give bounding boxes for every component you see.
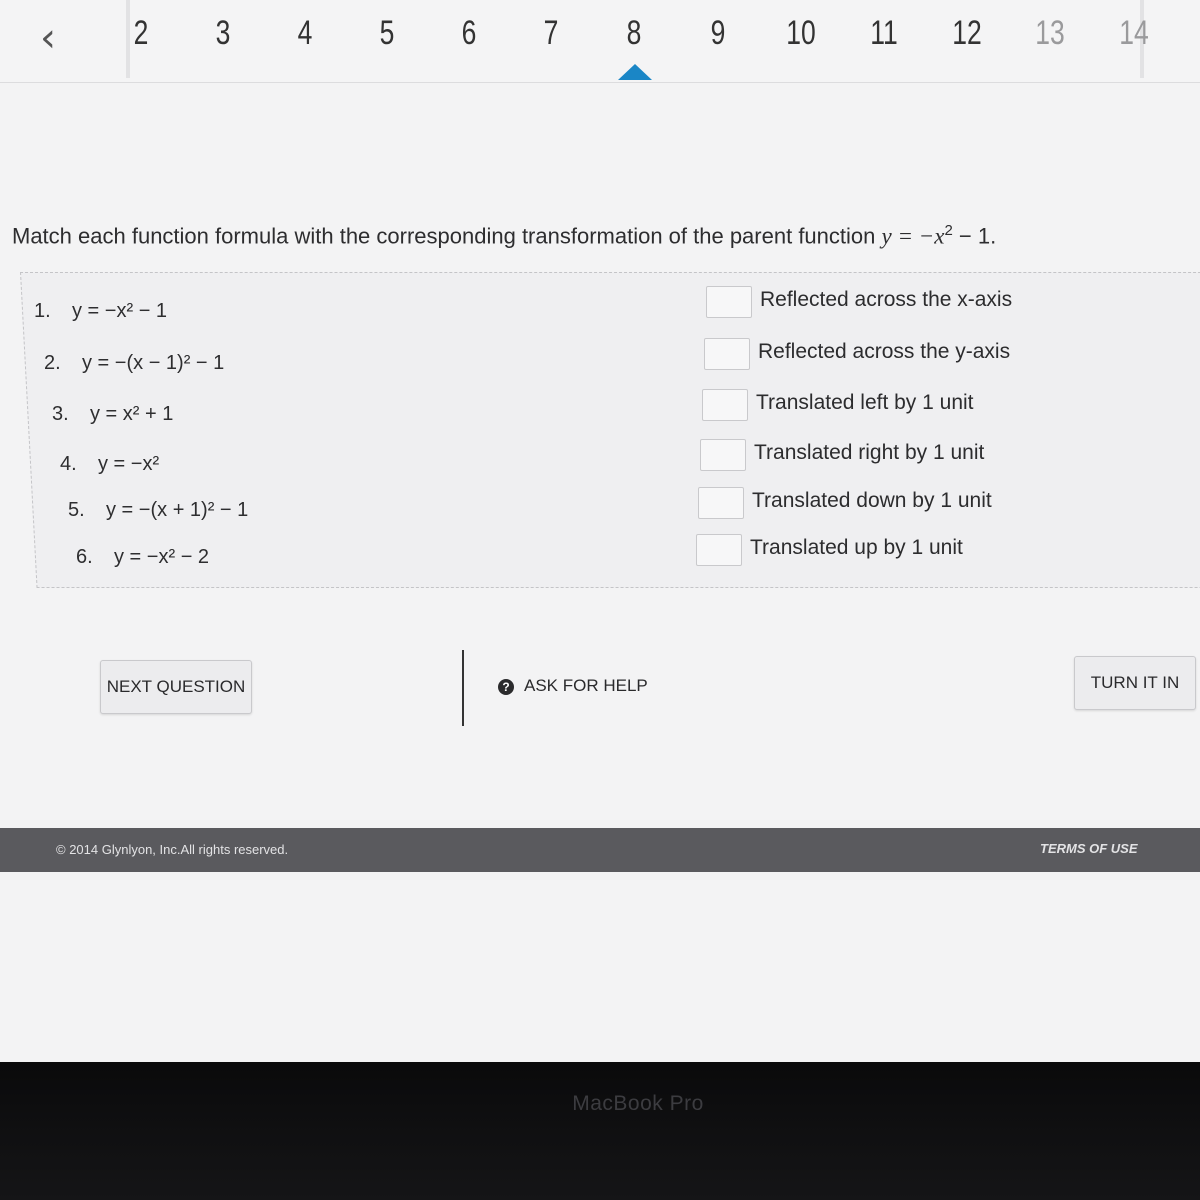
answer-drop-box[interactable] (702, 389, 748, 421)
page-2-link[interactable]: 2 (133, 14, 149, 52)
formula-item-4 (60, 453, 159, 476)
terms-of-use-link[interactable]: TERMS OF USE (1040, 841, 1138, 856)
page-10-link[interactable]: 10 (786, 14, 816, 52)
formula-item-2 (44, 352, 224, 375)
answer-label: Reflected across the x-axis (760, 288, 1013, 311)
formula-number: 6. (76, 546, 93, 568)
formula-item-6 (76, 546, 209, 569)
formula-item-5 (68, 499, 248, 522)
answer-drop-box[interactable] (698, 487, 744, 519)
answer-label: Translated down by 1 unit (752, 489, 992, 512)
formula-number: 5. (68, 499, 85, 521)
prompt-suffix: − 1. (952, 223, 997, 249)
question-navigation (0, 0, 1200, 83)
formula-text: y = x² + 1 (90, 403, 174, 425)
current-page-marker (618, 64, 652, 80)
answer-drop-box[interactable] (700, 439, 746, 471)
answer-translate-down[interactable] (698, 487, 1038, 523)
page-4-link[interactable]: 4 (297, 14, 313, 52)
formula-text: y = −(x + 1)² − 1 (106, 499, 249, 521)
answer-label: Translated left by 1 unit (756, 391, 974, 414)
device-brand-label: MacBook Pro (572, 1092, 704, 1115)
answer-label: Translated up by 1 unit (750, 536, 963, 559)
ask-for-help-button[interactable] (498, 676, 648, 702)
laptop-bezel (0, 1062, 1200, 1200)
formula-number: 2. (44, 352, 61, 374)
formula-text: y = −x² − 2 (114, 546, 210, 568)
page-9-link[interactable]: 9 (710, 14, 726, 52)
next-question-button[interactable]: NEXT QUESTION (100, 660, 252, 714)
formula-item-1 (34, 300, 167, 323)
page-7-link[interactable]: 7 (543, 14, 559, 52)
chevron-left-icon[interactable]: ‹ (40, 15, 56, 61)
answer-reflect-x[interactable] (706, 286, 1046, 322)
answer-translate-right[interactable] (700, 439, 1040, 475)
answer-label: Translated right by 1 unit (754, 441, 985, 464)
page-5-link[interactable]: 5 (379, 14, 395, 52)
formula-item-3 (52, 403, 173, 426)
page-footer (0, 828, 1200, 872)
page-13-link[interactable]: 13 (1035, 14, 1065, 52)
formula-number: 1. (34, 300, 51, 322)
prompt-formula: y = −x (881, 223, 945, 249)
answer-translate-up[interactable] (696, 534, 1036, 570)
answer-drop-box[interactable] (706, 286, 752, 318)
page-11-link[interactable]: 11 (870, 14, 898, 52)
page-14-link[interactable]: 14 (1119, 14, 1149, 52)
prompt-text: Match each function formula with the corresponding transformation of the parent function (12, 223, 882, 249)
page-3-link[interactable]: 3 (215, 14, 231, 52)
question-circle-icon: ? (498, 679, 514, 695)
page-8-link[interactable]: 8 (626, 14, 642, 52)
ask-for-help-label: ASK FOR HELP (524, 676, 648, 695)
empty-page-area (0, 872, 1200, 1062)
formula-text: y = −x² − 1 (72, 300, 168, 322)
formula-text: y = −x² (98, 453, 160, 475)
page-12-link[interactable]: 12 (952, 14, 982, 52)
formula-text: y = −(x − 1)² − 1 (82, 352, 225, 374)
copyright-text: © 2014 Glynlyon, Inc.All rights reserved. (56, 842, 289, 857)
turn-it-in-button[interactable]: TURN IT IN (1074, 656, 1196, 710)
page-6-link[interactable]: 6 (461, 14, 477, 52)
formula-number: 3. (52, 403, 69, 425)
answer-label: Reflected across the y-axis (758, 340, 1011, 363)
prompt-exponent: 2 (944, 222, 953, 239)
answer-translate-left[interactable] (702, 389, 1042, 425)
question-prompt (12, 222, 1192, 249)
answer-drop-box[interactable] (704, 338, 750, 370)
formula-number: 4. (60, 453, 77, 475)
answer-reflect-y[interactable] (704, 338, 1044, 374)
divider (462, 650, 464, 726)
answer-drop-box[interactable] (696, 534, 742, 566)
